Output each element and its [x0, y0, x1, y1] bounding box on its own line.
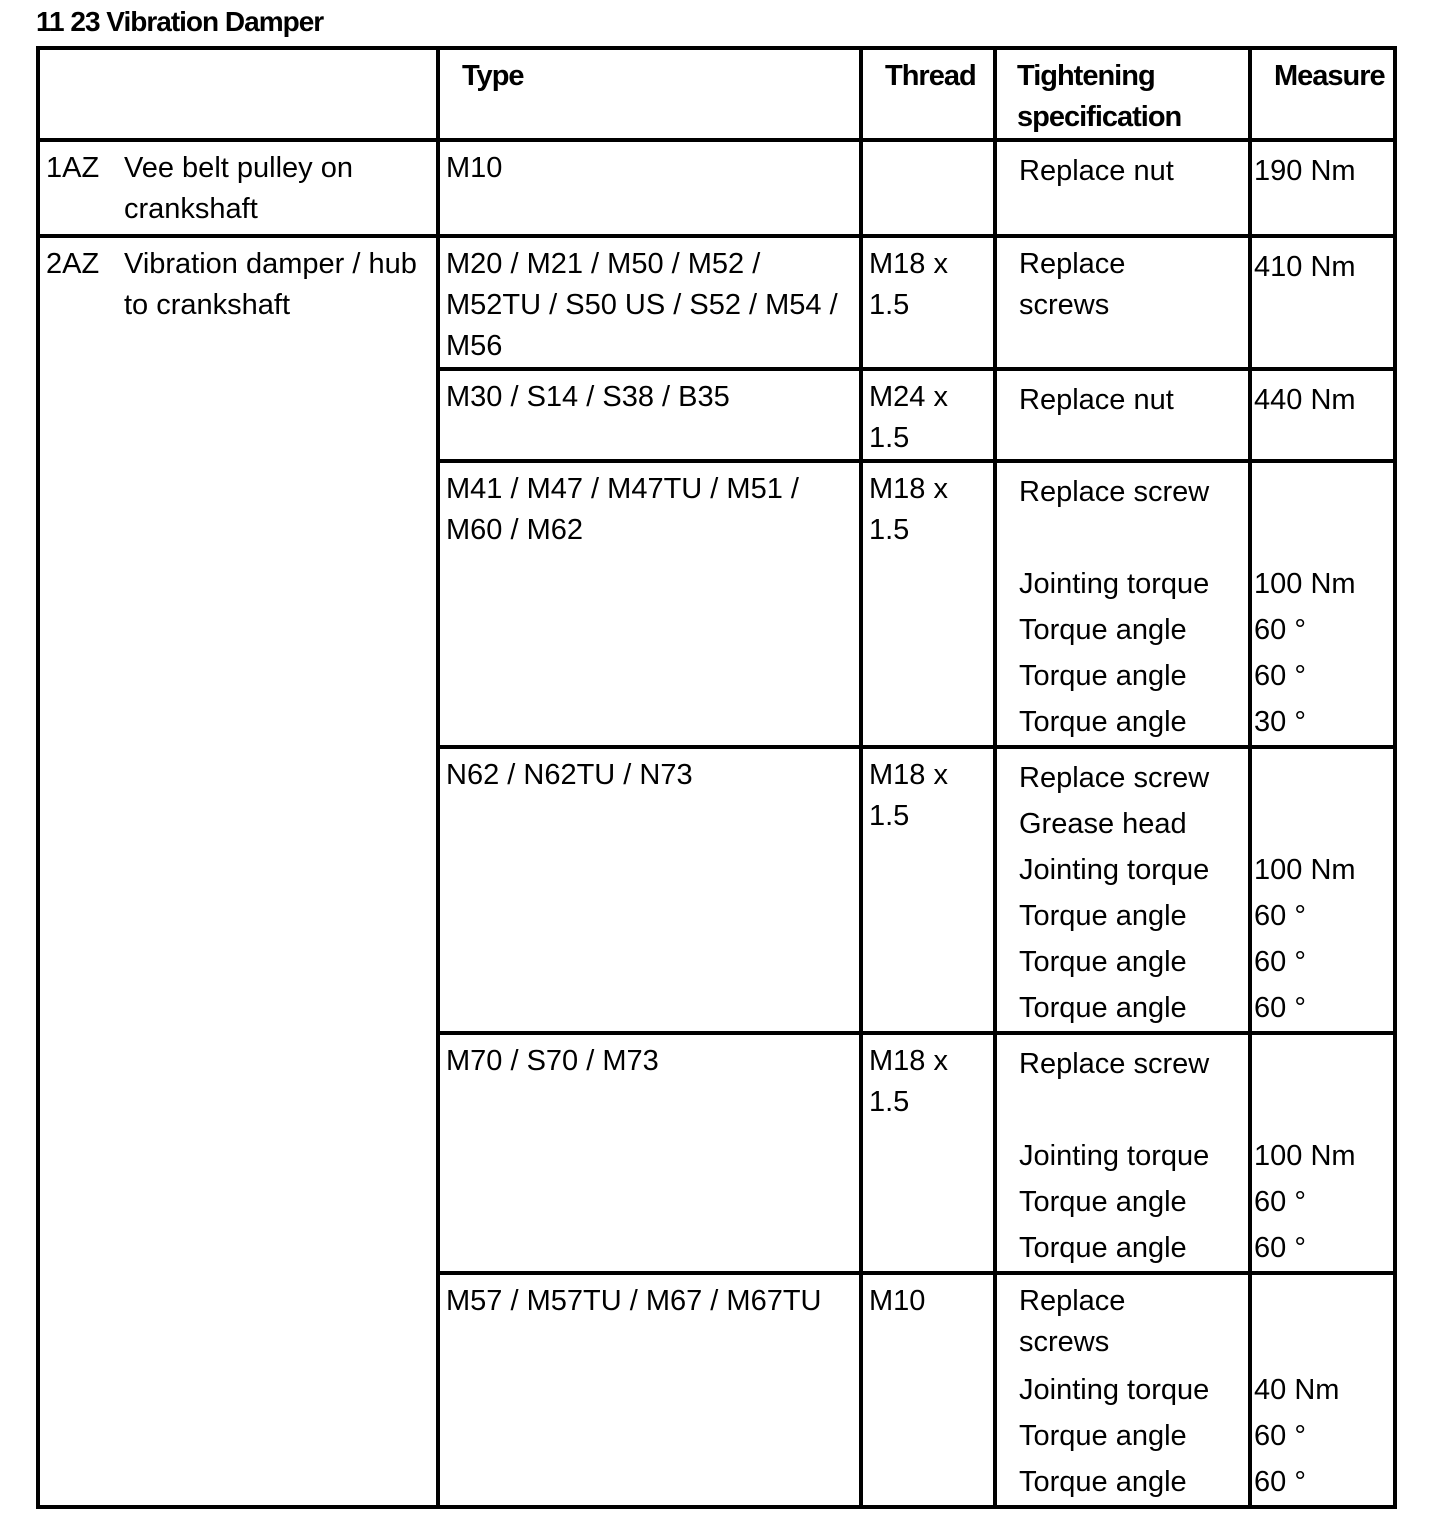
- type-cell: N62 / N62TU / N73: [438, 747, 861, 1033]
- table-row: [38, 236, 1395, 369]
- measure-line: 60 °: [1254, 1186, 1306, 1218]
- component-description: Vibration damper / hub to crankshaft: [124, 248, 417, 321]
- spec-cell: [995, 140, 1250, 236]
- thread-cell: M18 x 1.5: [861, 461, 995, 747]
- measure-line: 60 °: [1254, 992, 1306, 1024]
- spec-line: Jointing torque: [1019, 1140, 1210, 1172]
- measure-line: 40 Nm: [1254, 1374, 1340, 1406]
- measure-line: [1254, 515, 1393, 561]
- spec-line: Torque angle: [1019, 706, 1187, 738]
- spec-line: Torque angle: [1019, 1186, 1187, 1218]
- spec-cell: [995, 1033, 1250, 1273]
- spec-line: Replace screw: [1019, 1048, 1210, 1080]
- header-thread: Thread: [861, 48, 995, 140]
- header-blank-cell: [38, 48, 438, 140]
- measure-line: [1254, 755, 1393, 801]
- measure-line: 60 °: [1254, 1232, 1306, 1264]
- spec-line: Jointing torque: [1019, 568, 1210, 600]
- thread-cell: M18 x 1.5: [861, 747, 995, 1033]
- measure-line: [1254, 1087, 1393, 1133]
- spec-line: Jointing torque: [1019, 1374, 1210, 1406]
- spec-cell: [995, 236, 1250, 369]
- spec-line: Torque angle: [1019, 1420, 1187, 1452]
- spec-line: Replace screw: [1019, 476, 1210, 508]
- measure-cell: [1250, 140, 1395, 236]
- measure-line: 60 °: [1254, 614, 1306, 646]
- spec-cell: [995, 747, 1250, 1033]
- measure-cell: [1250, 236, 1395, 369]
- spec-line: Torque angle: [1019, 1466, 1187, 1498]
- page-title: 11 23 Vibration Damper: [36, 6, 324, 37]
- component-code: 2AZ: [46, 248, 100, 280]
- measure-cell: [1250, 369, 1395, 461]
- measure-cell: [1250, 1033, 1395, 1273]
- thread-cell: M18 x 1.5: [861, 1033, 995, 1273]
- vibration-damper-spec-table: [36, 46, 1397, 1509]
- component-cell: [38, 236, 438, 1507]
- spec-line: Replace nut: [1019, 155, 1174, 187]
- thread-cell: [861, 140, 995, 236]
- measure-line: [1254, 1041, 1393, 1087]
- thread-cell: M10: [861, 1273, 995, 1507]
- spec-cell: [995, 369, 1250, 461]
- spec-line: Replace nut: [1019, 384, 1174, 416]
- type-cell: M30 / S14 / S38 / B35: [438, 369, 861, 461]
- measure-line: 410 Nm: [1254, 251, 1356, 283]
- measure-line: 30 °: [1254, 706, 1306, 738]
- measure-line: [1254, 1281, 1393, 1367]
- measure-line: 60 °: [1254, 1466, 1306, 1498]
- measure-line: [1254, 801, 1393, 847]
- spec-line: Replace screws: [1019, 1285, 1126, 1358]
- measure-line: 100 Nm: [1254, 854, 1356, 886]
- type-cell: M41 / M47 / M47TU / M51 / M60 / M62: [438, 461, 861, 747]
- type-cell: M57 / M57TU / M67 / M67TU: [438, 1273, 861, 1507]
- component-description: Vee belt pulley on crankshaft: [124, 152, 353, 225]
- measure-line: 100 Nm: [1254, 1140, 1356, 1172]
- measure-line: 60 °: [1254, 1420, 1306, 1452]
- header-tightening: Tightening specification: [995, 48, 1250, 140]
- measure-line: 440 Nm: [1254, 384, 1356, 416]
- measure-line: 100 Nm: [1254, 568, 1356, 600]
- spec-cell: [995, 1273, 1250, 1507]
- spec-line: Torque angle: [1019, 992, 1187, 1024]
- spec-line: [1019, 515, 1248, 561]
- spec-line: Torque angle: [1019, 900, 1187, 932]
- spec-line: Replace screw: [1019, 762, 1210, 794]
- header-type: Type: [438, 48, 861, 140]
- measure-line: 60 °: [1254, 946, 1306, 978]
- measure-cell: [1250, 461, 1395, 747]
- type-cell: M10: [438, 140, 861, 236]
- spec-line: Torque angle: [1019, 1232, 1187, 1264]
- spec-line: Grease head: [1019, 808, 1187, 840]
- measure-line: 60 °: [1254, 900, 1306, 932]
- spec-line: Torque angle: [1019, 614, 1187, 646]
- measure-cell: [1250, 747, 1395, 1033]
- spec-line: Replace screws: [1019, 248, 1126, 321]
- spec-line: Torque angle: [1019, 660, 1187, 692]
- measure-line: 60 °: [1254, 660, 1306, 692]
- spec-line: Torque angle: [1019, 946, 1187, 978]
- thread-cell: M18 x 1.5: [861, 236, 995, 369]
- thread-cell: M24 x 1.5: [861, 369, 995, 461]
- type-cell: M20 / M21 / M50 / M52 / M52TU / S50 US / S52 / M54 / M56: [438, 236, 861, 369]
- spec-line: [1019, 1087, 1248, 1133]
- measure-line: 190 Nm: [1254, 155, 1356, 187]
- component-code: 1AZ: [46, 152, 100, 184]
- type-cell: M70 / S70 / M73: [438, 1033, 861, 1273]
- header-measure: Measure: [1250, 48, 1395, 140]
- measure-line: [1254, 469, 1393, 515]
- header-row: [38, 48, 1395, 140]
- spec-line: Jointing torque: [1019, 854, 1210, 886]
- spec-cell: [995, 461, 1250, 747]
- table-row: [38, 140, 1395, 236]
- measure-cell: [1250, 1273, 1395, 1507]
- component-cell: [38, 140, 438, 236]
